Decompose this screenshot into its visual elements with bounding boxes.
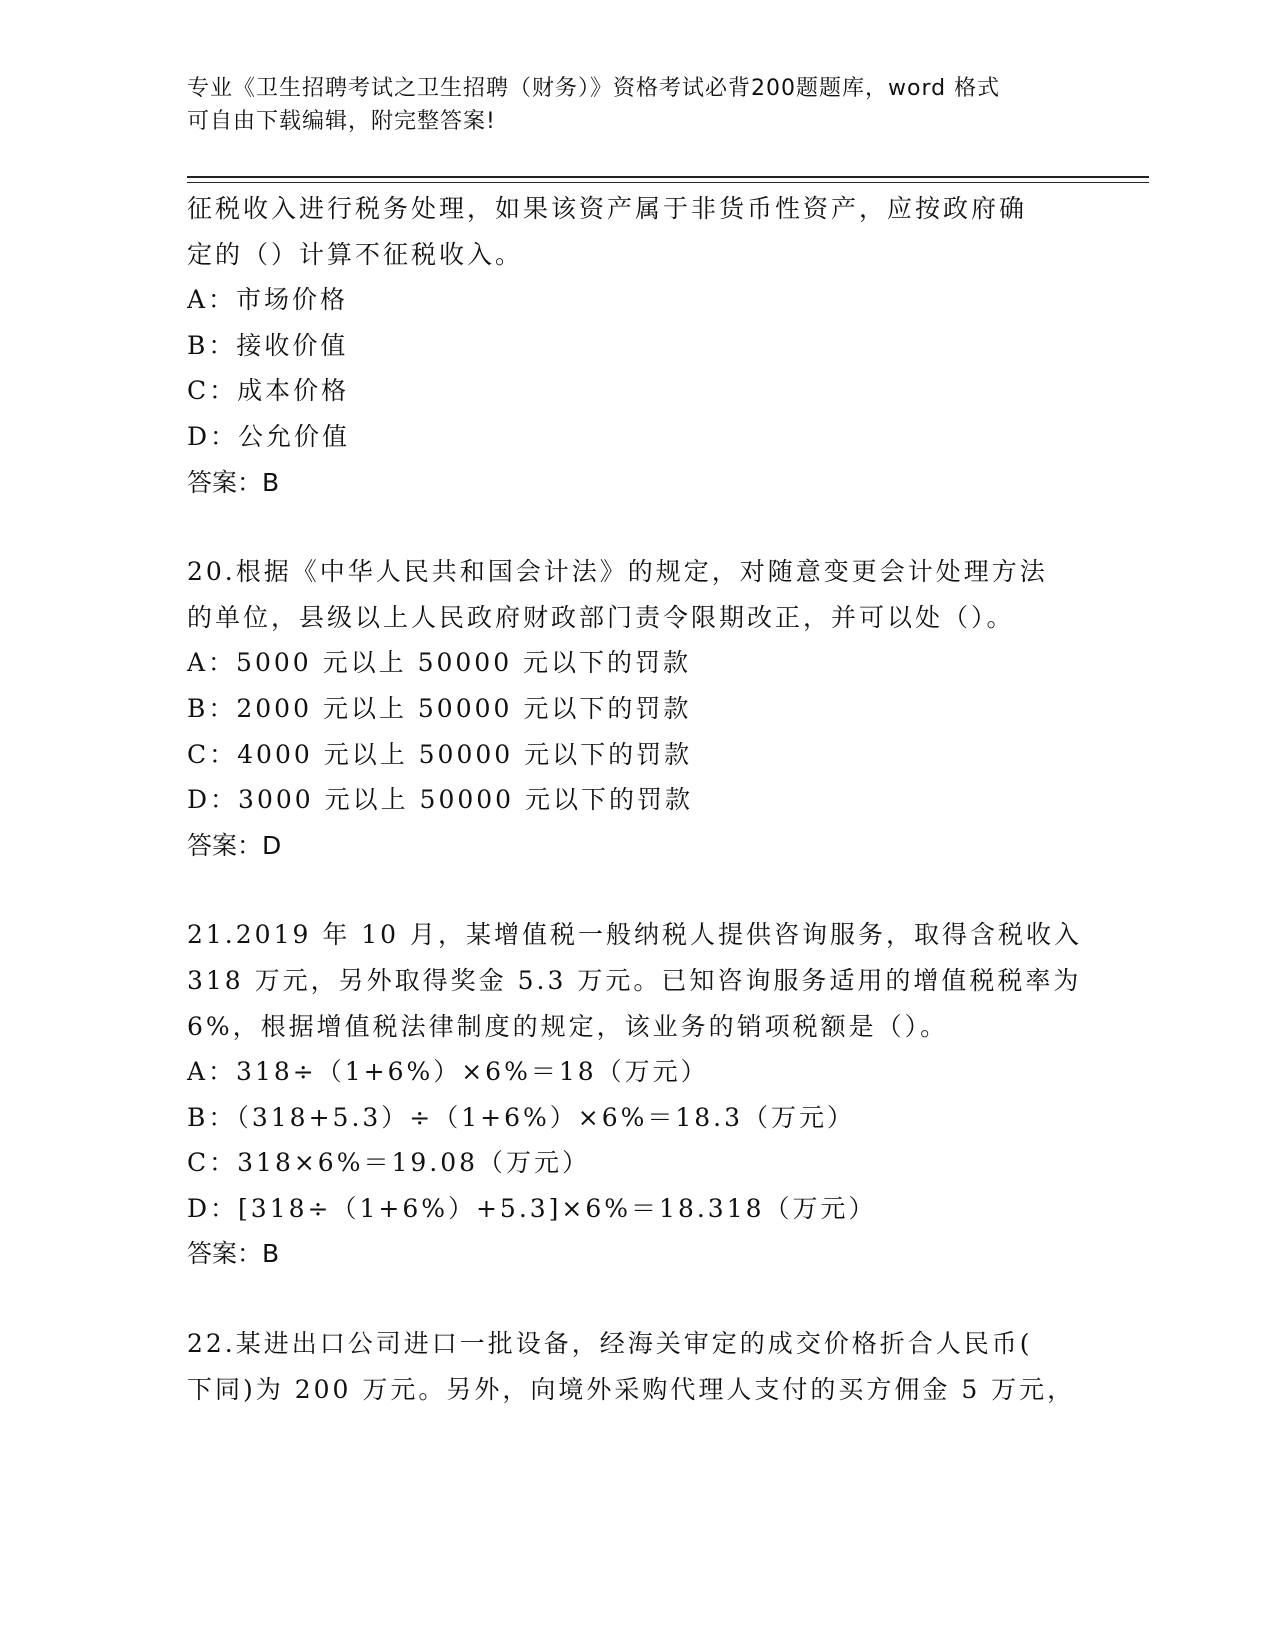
answer-line: 答案：B	[187, 467, 280, 497]
question-block	[187, 549, 1107, 868]
question-stem-line: 20.根据《中华人民共和国会计法》的规定，对随意变更会计处理方法	[187, 557, 1048, 587]
header-title-line-1: 专业《卫生招聘考试之卫生招聘（财务）》资格考试必背200题题库，word 格式	[187, 76, 1001, 101]
option-a: A：318÷（1+6%）×6%＝18（万元）	[187, 1057, 709, 1087]
option-c: C：4000 元以上 50000 元以下的罚款	[187, 739, 693, 769]
option-c: C：318×6%＝19.08（万元）	[187, 1148, 591, 1178]
option-c: C：成本价格	[187, 376, 350, 406]
option-d: D：公允价值	[187, 421, 351, 451]
option-a: A：市场价格	[187, 285, 349, 315]
question-list	[187, 186, 1107, 1412]
option-a: A：5000 元以上 50000 元以下的罚款	[187, 648, 692, 678]
question-stem-line: 下同)为 200 万元。另外，向境外采购代理人支付的买方佣金 5 万元，	[187, 1374, 1076, 1404]
question-block	[187, 912, 1107, 1277]
header-divider-thin	[187, 182, 1149, 183]
answer-line: 答案：B	[187, 1239, 280, 1269]
option-d: D：[318÷（1+6%）+5.3]×6%＝18.318（万元）	[187, 1193, 877, 1223]
question-block	[187, 186, 1107, 505]
question-stem-line: 6%，根据增值税法律制度的规定，该业务的销项税额是（）。	[187, 1011, 949, 1041]
question-stem-line: 21.2019 年 10 月，某增值税一般纳税人提供咨询服务，取得含税收入	[187, 920, 1083, 950]
header-divider-thick	[187, 176, 1149, 178]
question-stem-line: 22.某进出口公司进口一批设备，经海关审定的成交价格折合人民币(	[187, 1329, 1033, 1359]
option-b: B：2000 元以上 50000 元以下的罚款	[187, 693, 692, 723]
answer-line: 答案：D	[187, 830, 282, 860]
question-stem-line: 的单位，县级以上人民政府财政部门责令限期改正，并可以处（）。	[187, 602, 1015, 632]
question-block	[187, 1321, 1107, 1412]
option-b: B：接收价值	[187, 330, 349, 360]
document-header	[187, 72, 1087, 138]
header-title-line-2: 可自由下载编辑，附完整答案!	[187, 109, 496, 134]
question-stem-line: 征税收入进行税务处理，如果该资产属于非货币性资产，应按政府确	[187, 194, 1028, 223]
option-b: B：（318+5.3）÷（1+6%）×6%＝18.3（万元）	[187, 1102, 856, 1132]
question-stem-line: 318 万元，另外取得奖金 5.3 万元。已知咨询服务适用的增值税税率为	[187, 965, 1082, 995]
question-stem-line: 定的（）计算不征税收入。	[187, 239, 524, 269]
option-d: D：3000 元以上 50000 元以下的罚款	[187, 785, 694, 815]
